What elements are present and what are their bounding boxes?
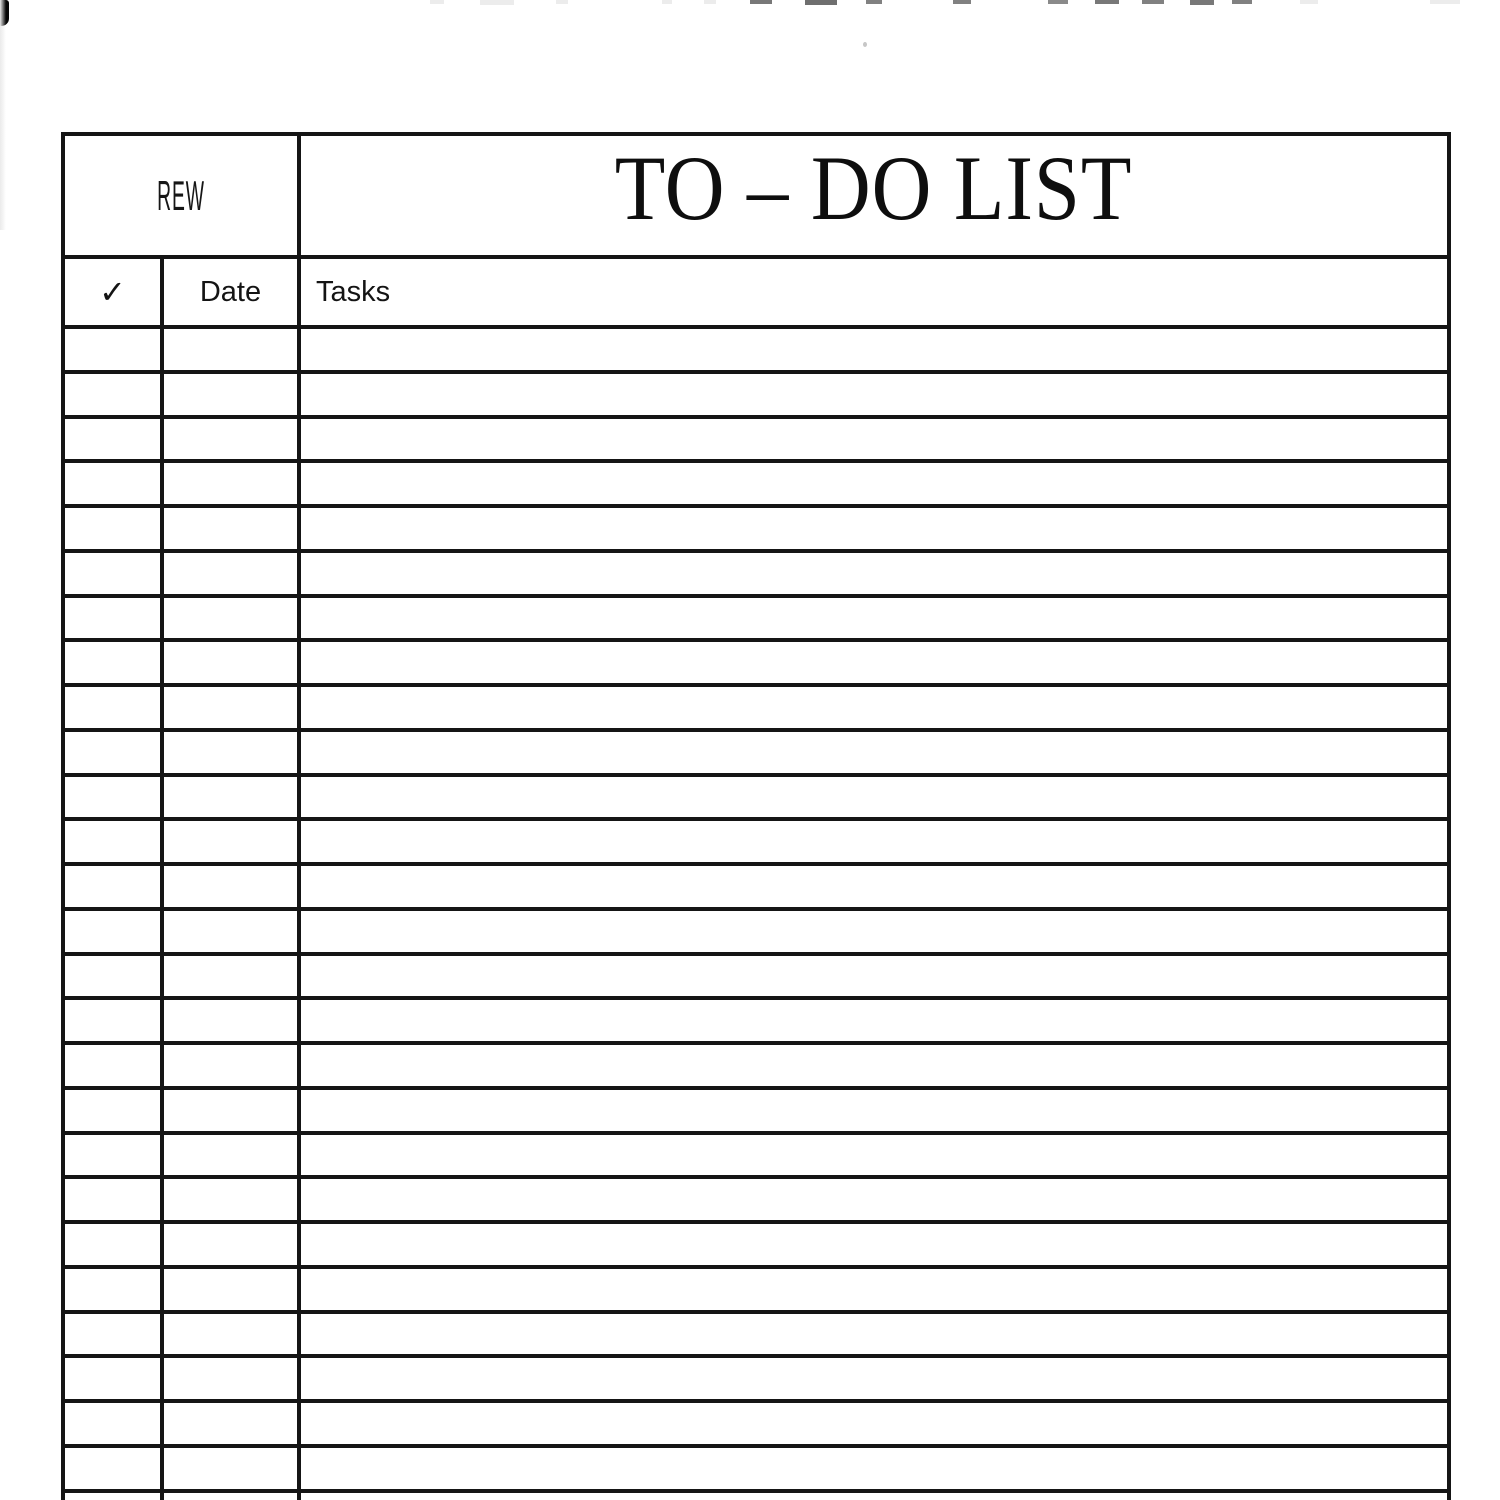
scan-artifact [805, 0, 837, 5]
task-cell [301, 956, 1447, 997]
scan-artifact [1142, 0, 1164, 4]
check-cell [65, 866, 164, 907]
table-row [65, 508, 1447, 553]
scan-artifact [1430, 0, 1460, 4]
corner-label-cell [65, 136, 301, 255]
task-cell [301, 329, 1447, 370]
table-row [65, 1224, 1447, 1269]
check-cell [65, 777, 164, 818]
date-cell [164, 866, 301, 907]
scan-artifact [1300, 0, 1318, 4]
table-row [65, 1090, 1447, 1135]
date-cell [164, 463, 301, 504]
date-cell [164, 1179, 301, 1220]
check-cell [65, 1224, 164, 1265]
task-cell [301, 642, 1447, 683]
todo-list-table [61, 132, 1451, 1500]
date-cell [164, 687, 301, 728]
date-cell [164, 419, 301, 460]
corner-label: REW [157, 171, 205, 219]
date-cell [164, 1493, 301, 1500]
column-header-tasks [301, 259, 1447, 325]
table-row [65, 1314, 1447, 1359]
date-cell [164, 1358, 301, 1399]
check-cell [65, 911, 164, 952]
scan-speck [863, 42, 867, 47]
task-cell [301, 1358, 1447, 1399]
table-row [65, 374, 1447, 419]
scan-artifact [1190, 0, 1214, 5]
checkmark-icon: ✓ [99, 274, 126, 310]
task-cell [301, 777, 1447, 818]
check-cell [65, 1179, 164, 1220]
task-cell [301, 911, 1447, 952]
table-row [65, 956, 1447, 1001]
date-cell [164, 821, 301, 862]
table-row [65, 1493, 1447, 1500]
check-cell [65, 1045, 164, 1086]
scan-artifact [704, 0, 716, 4]
task-cell [301, 1000, 1447, 1041]
date-cell [164, 1000, 301, 1041]
date-cell [164, 1269, 301, 1310]
check-cell [65, 329, 164, 370]
task-cell [301, 374, 1447, 415]
page-title: TO – DO LIST [615, 136, 1133, 239]
date-cell [164, 1448, 301, 1489]
scan-artifact [750, 0, 772, 4]
table-row [65, 642, 1447, 687]
check-cell [65, 1090, 164, 1131]
table-row [65, 1000, 1447, 1045]
table-row [65, 1135, 1447, 1180]
scan-artifact [1232, 0, 1252, 4]
date-cell [164, 1135, 301, 1176]
check-cell [65, 553, 164, 594]
task-cell [301, 1090, 1447, 1131]
task-cell [301, 1224, 1447, 1265]
check-cell [65, 1493, 164, 1500]
column-header-check [65, 259, 164, 325]
table-row [65, 1448, 1447, 1493]
scan-artifact [662, 0, 672, 4]
table-header-row [65, 259, 1447, 329]
task-cell [301, 1493, 1447, 1500]
date-cell [164, 329, 301, 370]
check-cell [65, 642, 164, 683]
scan-artifact [480, 0, 514, 5]
table-row [65, 419, 1447, 464]
table-row [65, 553, 1447, 598]
task-cell [301, 687, 1447, 728]
scan-artifact [1048, 0, 1068, 4]
scan-edge-shading [0, 0, 6, 230]
date-cell [164, 1314, 301, 1355]
date-cell [164, 598, 301, 639]
date-cell [164, 732, 301, 773]
table-row [65, 777, 1447, 822]
column-header-date [164, 259, 301, 325]
date-cell [164, 508, 301, 549]
date-cell [164, 1045, 301, 1086]
date-cell [164, 777, 301, 818]
table-row [65, 911, 1447, 956]
date-cell [164, 1224, 301, 1265]
table-body [65, 329, 1447, 1500]
check-cell [65, 374, 164, 415]
table-row [65, 732, 1447, 777]
date-cell [164, 374, 301, 415]
task-cell [301, 866, 1447, 907]
date-cell [164, 911, 301, 952]
check-cell [65, 687, 164, 728]
check-cell [65, 1269, 164, 1310]
task-cell [301, 1045, 1447, 1086]
date-cell [164, 1090, 301, 1131]
task-cell [301, 419, 1447, 460]
table-row [65, 1403, 1447, 1448]
scan-artifact [556, 0, 568, 4]
table-row [65, 1179, 1447, 1224]
scan-artifact [866, 0, 882, 4]
table-row [65, 463, 1447, 508]
table-row [65, 866, 1447, 911]
task-cell [301, 1448, 1447, 1489]
check-cell [65, 1135, 164, 1176]
scan-artifact [430, 0, 444, 4]
task-cell [301, 1403, 1447, 1444]
title-row [65, 136, 1447, 259]
task-cell [301, 508, 1447, 549]
check-cell [65, 598, 164, 639]
check-cell [65, 508, 164, 549]
task-cell [301, 1314, 1447, 1355]
task-cell [301, 598, 1447, 639]
date-cell [164, 956, 301, 997]
task-cell [301, 463, 1447, 504]
table-row [65, 1045, 1447, 1090]
date-cell [164, 1403, 301, 1444]
table-row [65, 687, 1447, 732]
table-row [65, 1269, 1447, 1314]
scan-artifact [1095, 0, 1119, 4]
tasks-column-label: Tasks [316, 275, 391, 308]
task-cell [301, 821, 1447, 862]
check-cell [65, 1000, 164, 1041]
check-cell [65, 821, 164, 862]
date-column-label: Date [199, 275, 262, 308]
table-row [65, 821, 1447, 866]
table-row [65, 1358, 1447, 1403]
task-cell [301, 732, 1447, 773]
check-cell [65, 956, 164, 997]
task-cell [301, 1135, 1447, 1176]
check-cell [65, 1314, 164, 1355]
task-cell [301, 1269, 1447, 1310]
check-cell [65, 1358, 164, 1399]
check-cell [65, 732, 164, 773]
scan-artifact [953, 0, 971, 4]
title-cell [301, 136, 1447, 255]
table-row [65, 329, 1447, 374]
check-cell [65, 1448, 164, 1489]
task-cell [301, 553, 1447, 594]
task-cell [301, 1179, 1447, 1220]
date-cell [164, 642, 301, 683]
date-cell [164, 553, 301, 594]
check-cell [65, 1403, 164, 1444]
check-cell [65, 419, 164, 460]
check-cell [65, 463, 164, 504]
table-row [65, 598, 1447, 643]
